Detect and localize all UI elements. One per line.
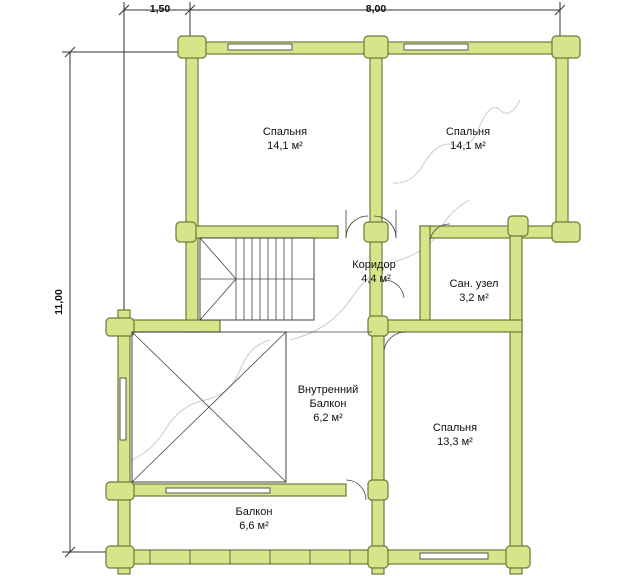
- dim-left-total: 11,00: [53, 289, 65, 315]
- room-name-bathroom: Сан. узел: [449, 278, 499, 290]
- room-area-bedroom-3: 13,3 м²: [437, 436, 473, 448]
- room-name-bedroom-3: Спальня: [432, 422, 478, 434]
- room-name-balcony: Балкон: [235, 506, 273, 518]
- room-name-bedroom-1: Спальня: [262, 126, 308, 138]
- room-area-balcony: 6,6 м²: [239, 520, 269, 532]
- room-name-inner-balcony-line2: Балкон: [309, 398, 347, 410]
- room-area-bedroom-1: 14,1 м²: [267, 140, 303, 152]
- room-area-inner-balcony: 6,2 м²: [313, 412, 343, 424]
- stairs: [200, 238, 314, 320]
- walls: [110, 42, 580, 574]
- dim-top-left: 1,50: [149, 3, 171, 15]
- doors: [346, 210, 450, 500]
- dim-top-total: 8,00: [365, 3, 387, 15]
- room-area-corridor: 4,4 м²: [361, 273, 391, 285]
- room-name-inner-balcony-line1: Внутренний: [297, 384, 359, 396]
- room-name-bedroom-2: Спальня: [445, 126, 491, 138]
- room-area-bedroom-2: 14,1 м²: [450, 140, 486, 152]
- room-area-bathroom: 3,2 м²: [459, 292, 489, 304]
- room-name-corridor: Коридор: [352, 259, 396, 271]
